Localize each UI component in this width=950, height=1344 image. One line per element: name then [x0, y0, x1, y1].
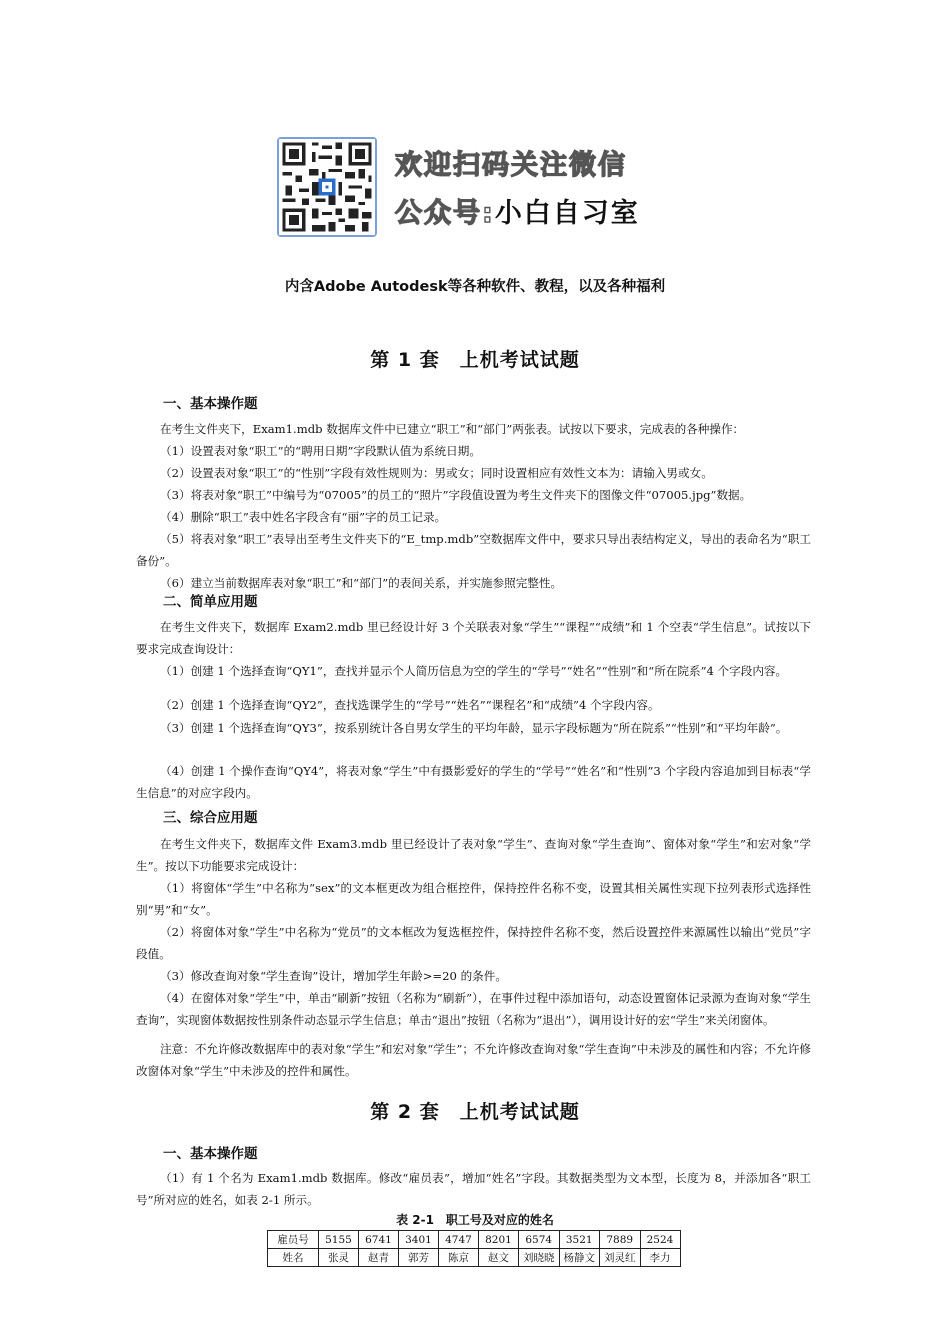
- table-row: [268, 1249, 681, 1267]
- table-cell: 赵青: [359, 1249, 399, 1267]
- table-cell: 3521: [559, 1231, 600, 1249]
- qr-code-icon: [277, 137, 377, 237]
- paragraph: （3）创建 1 个选择查询“QY3”，按系别统计各自男女学生的平均年龄，显示字段标题为“所在院系”“性别”和“平均年龄”。: [160, 721, 788, 735]
- paragraph: （1）将窗体“学生”中名称为“sex”的文本框更改为组合框控件，保持控件名称不变，设置其相关属性实现下拉列表形式选择性别“男”和“女”。: [136, 881, 811, 917]
- promo-subtitle: 内含Adobe Autodesk等各种软件、教程，以及各种福利: [284, 279, 666, 295]
- paragraph: （2）将窗体对象“学生”中名称为“党员”的文本框改为复选框控件，保持控件名称不变，然后设置控件来源属性以输出“党员”字段值。: [136, 925, 811, 961]
- banner-welcome-text: 欢迎扫码关注微信: [395, 150, 627, 181]
- paragraph: 在考生文件夹下，Exam1.mdb 数据库文件中已建立“职工”和“部门”两张表。试按以下要求，完成表的各种操作：: [160, 422, 745, 436]
- paragraph: （4）创建 1 个操作查询“QY4”，将表对象“学生”中有摄影爱好的学生的“学号”“姓名”和“性别”3 个字段内容追加到目标表“学生信息”的对应字段内。: [136, 764, 811, 800]
- paragraph: （3）修改查询对象“学生查询”设计，增加学生年龄>=20 的条件。: [160, 969, 507, 983]
- paragraph: （4）删除“职工”表中姓名字段含有“丽”字的员工记录。: [160, 510, 447, 524]
- banner-account-line: [395, 191, 640, 230]
- table-cell: 张灵: [319, 1249, 359, 1267]
- table-caption: 表 2-1 职工号及对应的姓名: [396, 1213, 554, 1227]
- paragraph: （5）将表对象“职工”表导出至考生文件夹下的“E_tmp.mdb”空数据库文件中，要求只导出表结构定义，导出的表命名为“职工备份”。: [136, 532, 811, 568]
- set1-title: 第 1 套 上机考试试题: [370, 349, 580, 371]
- table-cell: 刘晓晓: [519, 1249, 560, 1267]
- table-cell: 郭芳: [399, 1249, 439, 1267]
- paragraph: （3）将表对象“职工”中编号为“07005”的员工的“照片”字段值设置为考生文件夹下的图像文件“07005.jpg”数据。: [160, 488, 752, 502]
- table-cell: 李力: [640, 1249, 680, 1267]
- table-cell: 陈京: [439, 1249, 479, 1267]
- set2-title: 第 2 套 上机考试试题: [370, 1101, 580, 1123]
- paragraph: （2）创建 1 个选择查询“QY2”，查找选课学生的“学号”“姓名”“课程名”和“成绩”4 个字段内容。: [160, 698, 660, 712]
- table-cell: 刘灵红: [600, 1249, 641, 1267]
- paragraph: 在考生文件夹下，数据库 Exam2.mdb 里已经设计好 3 个关联表对象“学生”“课程”“成绩”和 1 个空表“学生信息”。试按以下要求完成查询设计：: [136, 620, 811, 656]
- paragraph: （1）设置表对象“职工”的“聘用日期”字段默认值为系统日期。: [160, 444, 481, 458]
- paragraph: （6）建立当前数据库表对象“职工”和“部门”的表间关系，并实施参照完整性。: [160, 576, 563, 590]
- table-cell: 雇员号: [268, 1231, 319, 1249]
- table-cell: 6741: [359, 1231, 399, 1249]
- set1-sec2-heading: 二、简单应用题: [163, 594, 258, 610]
- table-cell: 杨静文: [559, 1249, 600, 1267]
- table-cell: 5155: [319, 1231, 359, 1249]
- table-cell: 赵文: [479, 1249, 519, 1267]
- set1-sec3-heading: 三、综合应用题: [163, 810, 258, 826]
- table-cell: 6574: [519, 1231, 560, 1249]
- wechat-banner: [277, 137, 697, 237]
- paragraph: （2）设置表对象“职工”的“性别”字段有效性规则为：男或女；同时设置相应有效性文本为：请输入男或女。: [160, 466, 713, 480]
- paragraph: 注意：不允许修改数据库中的表对象“学生”和宏对象“学生”；不允许修改查询对象“学生查询”中未涉及的属性和内容；不允许修改窗体对象“学生”中未涉及的控件和属性。: [136, 1042, 811, 1078]
- table-cell: 4747: [439, 1231, 479, 1249]
- banner-account-prefix: 公众号:: [395, 198, 495, 229]
- employee-name-table: [267, 1230, 681, 1267]
- paragraph: （4）在窗体对象“学生”中，单击“刷新”按钮（名称为“刷新”），在事件过程中添加语句，动态设置窗体记录源为查询对象“学生查询”，实现窗体数据按性别条件动态显示学生信息；单击“退出”按钮（名称为“退出”），调用设计好的宏“学生”来关闭窗体。: [136, 991, 811, 1027]
- paragraph: （1）创建 1 个选择查询“QY1”，查找并显示个人简历信息为空的学生的“学号”“姓名”“性别”和“所在院系”4 个字段内容。: [160, 664, 788, 678]
- table-cell: 姓名: [268, 1249, 319, 1267]
- paragraph: 在考生文件夹下，数据库文件 Exam3.mdb 里已经设计了表对象“学生”、查询对象“学生查询”、窗体对象“学生”和宏对象“学生”。按以下功能要求完成设计：: [136, 837, 811, 873]
- table-cell: 7889: [600, 1231, 641, 1249]
- paragraph: （1）有 1 个名为 Exam1.mdb 数据库。修改“雇员表”，增加“姓名”字段。其数据类型为文本型，长度为 8，并添加各“职工号”所对应的姓名，如表 2-1 所示。: [136, 1171, 811, 1207]
- table-row: [268, 1231, 681, 1249]
- table-cell: 3401: [399, 1231, 439, 1249]
- set2-sec1-heading: 一、基本操作题: [163, 1146, 258, 1162]
- table-cell: 2524: [640, 1231, 680, 1249]
- table-cell: 8201: [479, 1231, 519, 1249]
- set1-sec1-heading: 一、基本操作题: [163, 396, 258, 412]
- banner-account-name: 小白自习室: [494, 198, 640, 229]
